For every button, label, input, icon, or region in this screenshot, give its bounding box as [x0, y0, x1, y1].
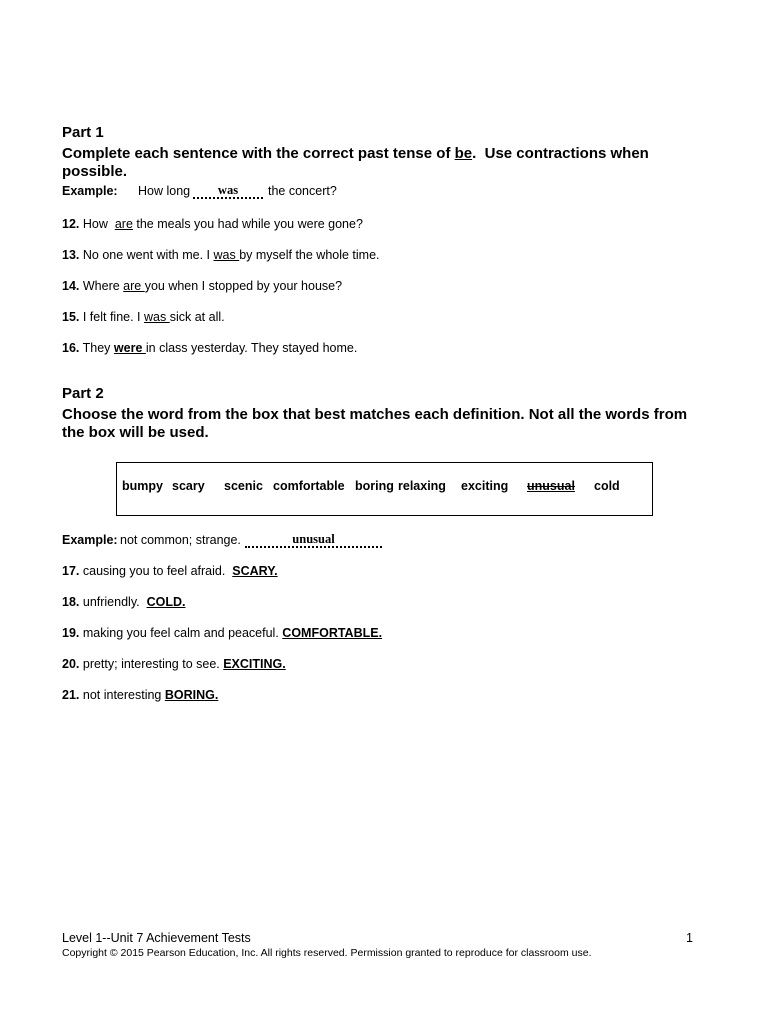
- word-bank-item: bumpy: [122, 479, 163, 493]
- example-prompt-end: the concert?: [268, 184, 337, 198]
- question-text: How: [79, 217, 115, 231]
- example-definition: not common; strange.: [120, 533, 241, 547]
- part1-instructions-before: Complete each sentence with the correct past tense of: [62, 145, 455, 162]
- word-bank-item: exciting: [461, 479, 509, 493]
- question-text-end: by myself the whole time.: [239, 248, 380, 262]
- word-bank-item: boring: [355, 479, 394, 493]
- part1-question-list: [62, 216, 380, 371]
- part1-example: [62, 183, 482, 199]
- question-number: 14.: [62, 279, 80, 293]
- part2-example: [62, 532, 482, 548]
- question-number: 20.: [62, 657, 80, 671]
- example-label: Example:: [62, 184, 118, 198]
- part1-heading: Part 1: [62, 124, 104, 141]
- example-answer-blank: unusual: [245, 532, 382, 548]
- question-answer: BORING.: [164, 688, 219, 702]
- question-12: [62, 216, 380, 247]
- question-answer: COMFORTABLE.: [282, 626, 383, 640]
- question-number: 13.: [62, 248, 80, 262]
- footer-title: Level 1--Unit 7 Achievement Tests: [62, 931, 251, 945]
- question-19: [62, 625, 382, 656]
- question-18: [62, 594, 382, 625]
- question-text: They: [79, 341, 114, 355]
- question-text-end: you when I stopped by your house?: [144, 279, 343, 293]
- question-answer: was: [213, 248, 240, 262]
- question-definition: not interesting: [79, 688, 165, 702]
- example-label: Example:: [62, 533, 118, 547]
- question-number: 17.: [62, 564, 80, 578]
- question-definition: unfriendly.: [79, 595, 147, 609]
- question-definition: making you feel calm and peaceful.: [79, 626, 283, 640]
- question-16: [62, 340, 380, 371]
- question-20: [62, 656, 382, 687]
- question-17: [62, 563, 382, 594]
- question-answer: are: [123, 279, 145, 293]
- question-answer: EXCITING.: [223, 657, 286, 671]
- question-text-end: the meals you had while you were gone?: [132, 217, 363, 231]
- part2-instructions: Choose the word from the box that best matches each definition. Not all the words from the box will be used.: [62, 406, 692, 441]
- question-answer: was: [144, 310, 170, 324]
- question-number: 16.: [62, 341, 80, 355]
- question-15: [62, 309, 380, 340]
- example-answer-blank: was: [193, 183, 263, 199]
- word-bank-item: relaxing: [398, 479, 446, 493]
- part2-heading: Part 2: [62, 385, 104, 402]
- word-bank-item: comfortable: [273, 479, 345, 493]
- question-text: No one went with me. I: [79, 248, 214, 262]
- question-answer: are: [114, 217, 133, 231]
- question-text-end: sick at all.: [169, 310, 225, 324]
- part1-instructions-keyword: be: [454, 145, 473, 162]
- question-number: 12.: [62, 217, 80, 231]
- question-13: [62, 247, 380, 278]
- question-definition: causing you to feel afraid.: [79, 564, 233, 578]
- question-text: I felt fine. I: [79, 310, 145, 324]
- question-answer: were: [113, 341, 146, 355]
- word-bank-box: [116, 462, 653, 516]
- question-definition: pretty; interesting to see.: [79, 657, 224, 671]
- page-number: 1: [686, 931, 693, 945]
- copyright-notice: Copyright © 2015 Pearson Education, Inc. All rights reserved. Permission granted to reproduce for classroom use.: [62, 947, 592, 959]
- question-number: 19.: [62, 626, 80, 640]
- question-answer: COLD.: [146, 595, 186, 609]
- question-14: [62, 278, 380, 309]
- question-answer: SCARY.: [232, 564, 278, 578]
- question-text-end: in class yesterday. They stayed home.: [145, 341, 358, 355]
- example-prompt: How long: [138, 184, 191, 198]
- part2-question-list: [62, 563, 382, 718]
- word-bank-item-crossed-out: unusual: [527, 479, 575, 493]
- word-bank-item: scary: [172, 479, 205, 493]
- part1-instructions: [62, 145, 702, 181]
- question-text: Where: [79, 279, 124, 293]
- part1-instructions-after: . Use contractions when possible.: [62, 145, 654, 180]
- question-number: 21.: [62, 688, 80, 702]
- word-bank-item: cold: [594, 479, 620, 493]
- question-number: 18.: [62, 595, 80, 609]
- word-bank-item: scenic: [224, 479, 263, 493]
- question-21: [62, 687, 382, 718]
- question-number: 15.: [62, 310, 80, 324]
